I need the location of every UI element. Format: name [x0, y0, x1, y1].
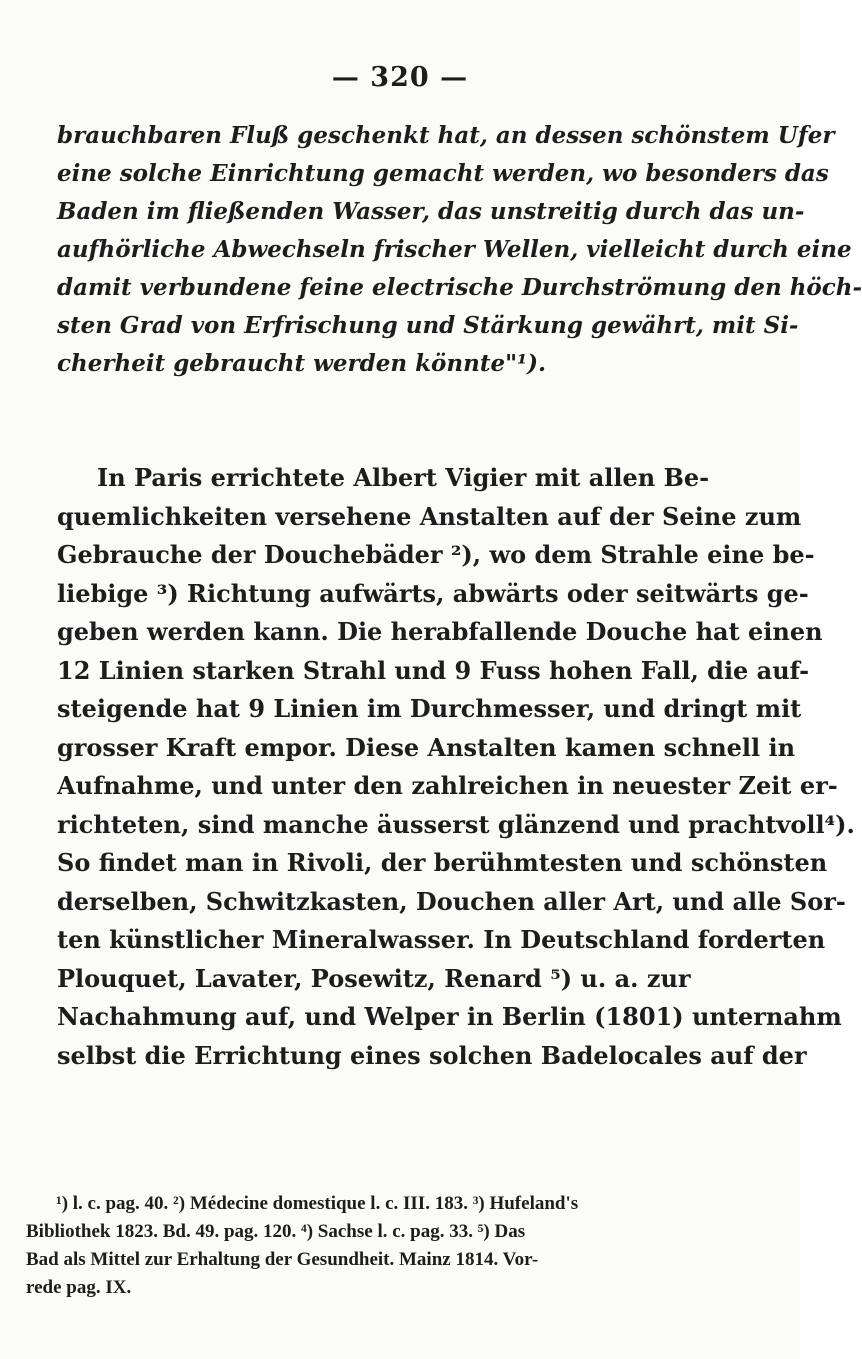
text-line: aufhörliche Abwechseln frischer Wellen, vielleicht durch eine — [57, 236, 852, 263]
footnote-line: Bibliothek 1823. Bd. 49. pag. 120. ⁴) Sachse l. c. pag. 33. ⁵) Das — [26, 1221, 526, 1242]
text-line: cherheit gebraucht werden könnte"¹). — [57, 350, 547, 377]
text-line: derselben, Schwitzkasten, Douchen aller Art, und alle Sor- — [57, 886, 846, 916]
page-number: — 320 — — [331, 62, 469, 93]
text-line: In Paris errichtete Albert Vigier mit allen Be- — [97, 463, 710, 492]
fraktur-paragraph — [57, 117, 862, 383]
text-line: So findet man in Rivoli, der berühmtesten und schönsten — [57, 848, 828, 877]
footnote-line: Bad als Mittel zur Erhaltung der Gesundheit. Mainz 1814. Vor- — [26, 1249, 539, 1270]
text-line: sten Grad von Erfrischung und Stärkung gewährt, mit Si- — [57, 312, 799, 339]
text-line: richteten, sind manche äusserst glänzend und prachtvoll⁴). — [57, 809, 855, 839]
text-line: Plouquet, Lavater, Posewitz, Renard ⁵) u. a. zur — [57, 963, 691, 993]
text-line: liebige ³) Richtung aufwärts, abwärts oder seitwärts ge- — [57, 578, 809, 608]
text-line: grosser Kraft empor. Diese Anstalten kamen schnell in — [57, 732, 796, 762]
text-line: selbst die Errichtung eines solchen Badelocales auf der — [57, 1040, 807, 1070]
text-line: Baden im fließenden Wasser, das unstreitig durch das un- — [57, 198, 805, 225]
footnotes — [26, 1190, 758, 1302]
text-line: ten künstlicher Mineralwasser. In Deutschland forderten — [57, 925, 826, 954]
text-line: brauchbaren Fluß geschenkt hat, an dessen schönstem Ufer — [57, 122, 835, 149]
footnote-line: ¹) l. c. pag. 40. ²) Médecine domestique l. c. III. 183. ³) Hufeland's — [56, 1193, 579, 1214]
text-line: steigende hat 9 Linien im Durchmesser, und dringt mit — [57, 694, 802, 723]
text-line: Aufnahme, und unter den zahlreichen in neuester Zeit er- — [57, 771, 838, 800]
text-line: Nachahmung auf, und Welper in Berlin (1801) unternahm — [57, 1002, 842, 1031]
text-line: 12 Linien starken Strahl und 9 Fuss hohen Fall, die auf- — [57, 655, 810, 685]
text-line: damit verbundene feine electrische Durchströmung den höch- — [57, 274, 862, 301]
text-line: geben werden kann. Die herabfallende Douche hat einen — [57, 617, 823, 646]
text-line: quemlichkeiten versehene Anstalten auf der Seine zum — [57, 501, 802, 531]
text-line: Gebrauche der Douchebäder ²), wo dem Strahle eine be- — [57, 540, 815, 569]
antiqua-paragraph — [57, 459, 855, 1075]
footnote-line: rede pag. IX. — [26, 1277, 132, 1298]
text-line: eine solche Einrichtung gemacht werden, wo besonders das — [57, 160, 829, 187]
